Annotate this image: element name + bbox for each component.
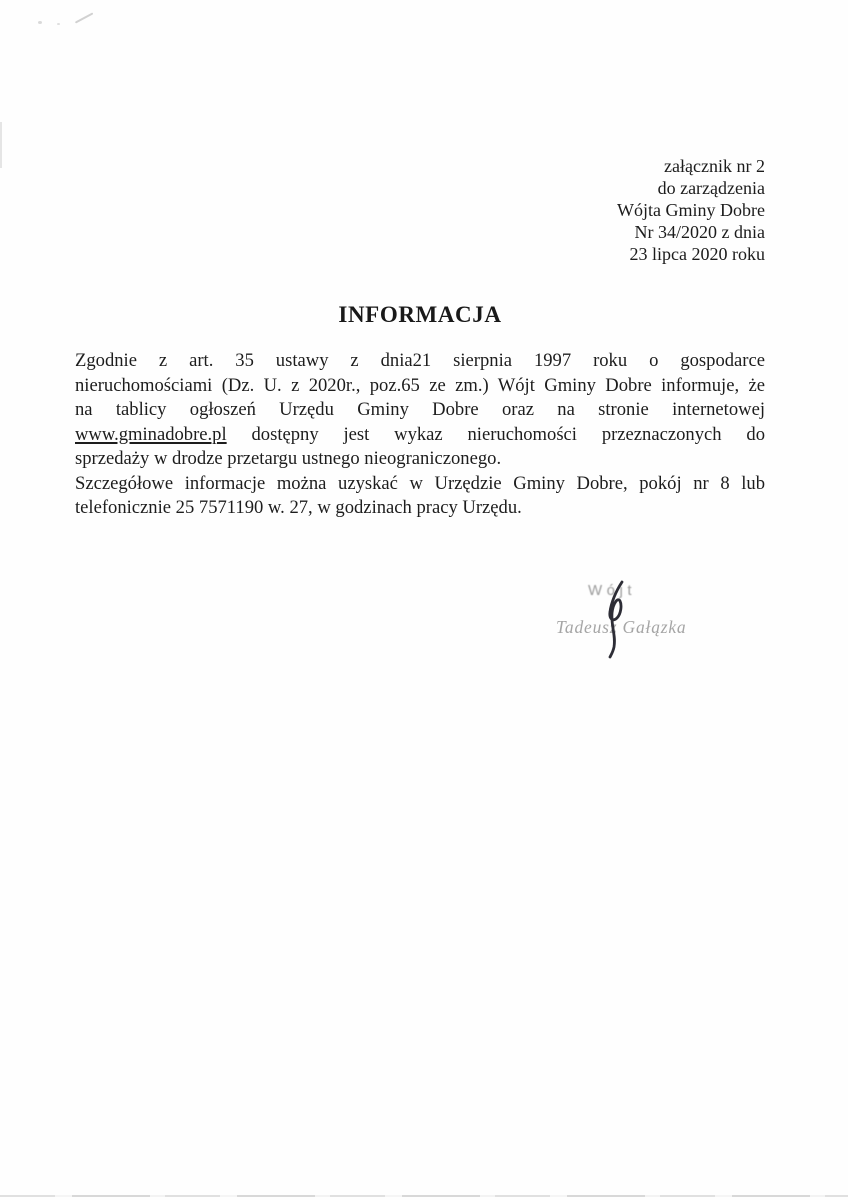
signature-name-stamp: Tadeusz Gałązka bbox=[556, 617, 687, 637]
website-url-text: www.gminadobre.pl bbox=[75, 423, 227, 445]
signature-role-stamp: Wójt bbox=[588, 582, 636, 599]
document-title: INFORMACJA bbox=[338, 302, 502, 327]
body-line-4-rest: dostępny jest wykaz nieruchomości przeznaczonych do bbox=[226, 423, 765, 445]
body-line-3: na tablicy ogłoszeń Urzędu Gminy Dobre oraz na stronie internetowej bbox=[75, 399, 765, 420]
scan-speck bbox=[38, 21, 42, 24]
document-body bbox=[75, 349, 765, 521]
scan-speck bbox=[57, 23, 60, 25]
scan-bottom-edge-line bbox=[0, 1195, 848, 1197]
body-line-6: Szczegółowe informacje można uzyskać w Urzędzie Gminy Dobre, pokój nr 8 lub bbox=[75, 472, 765, 494]
scan-edge-artifact bbox=[0, 122, 2, 168]
body-line-2: nieruchomościami (Dz. U. z 2020r., poz.65 ze zm.) Wójt Gminy Dobre informuje, że bbox=[75, 374, 765, 396]
attachment-number-line: załącznik nr 2 bbox=[664, 156, 765, 176]
body-line-7: telefonicznie 25 7571190 w. 27, w godzinach pracy Urzędu. bbox=[75, 497, 522, 518]
body-line-5: sprzedaży w drodze przetargu ustnego nieograniczonego. bbox=[75, 448, 502, 469]
body-line-1: Zgodnie z art. 35 ustawy z dnia21 sierpnia 1997 roku o gospodarce bbox=[75, 350, 765, 371]
ordinance-reference-line: do zarządzenia bbox=[657, 178, 765, 198]
body-line-4 bbox=[75, 423, 765, 448]
attachment-reference-block bbox=[617, 155, 765, 265]
scan-pen-mark bbox=[75, 12, 93, 23]
issuer-line: Wójta Gminy Dobre bbox=[617, 200, 765, 220]
ordinance-number-line: Nr 34/2020 z dnia bbox=[634, 222, 765, 242]
handwritten-signature-ink bbox=[595, 575, 640, 665]
ordinance-date-line: 23 lipca 2020 roku bbox=[629, 244, 765, 264]
